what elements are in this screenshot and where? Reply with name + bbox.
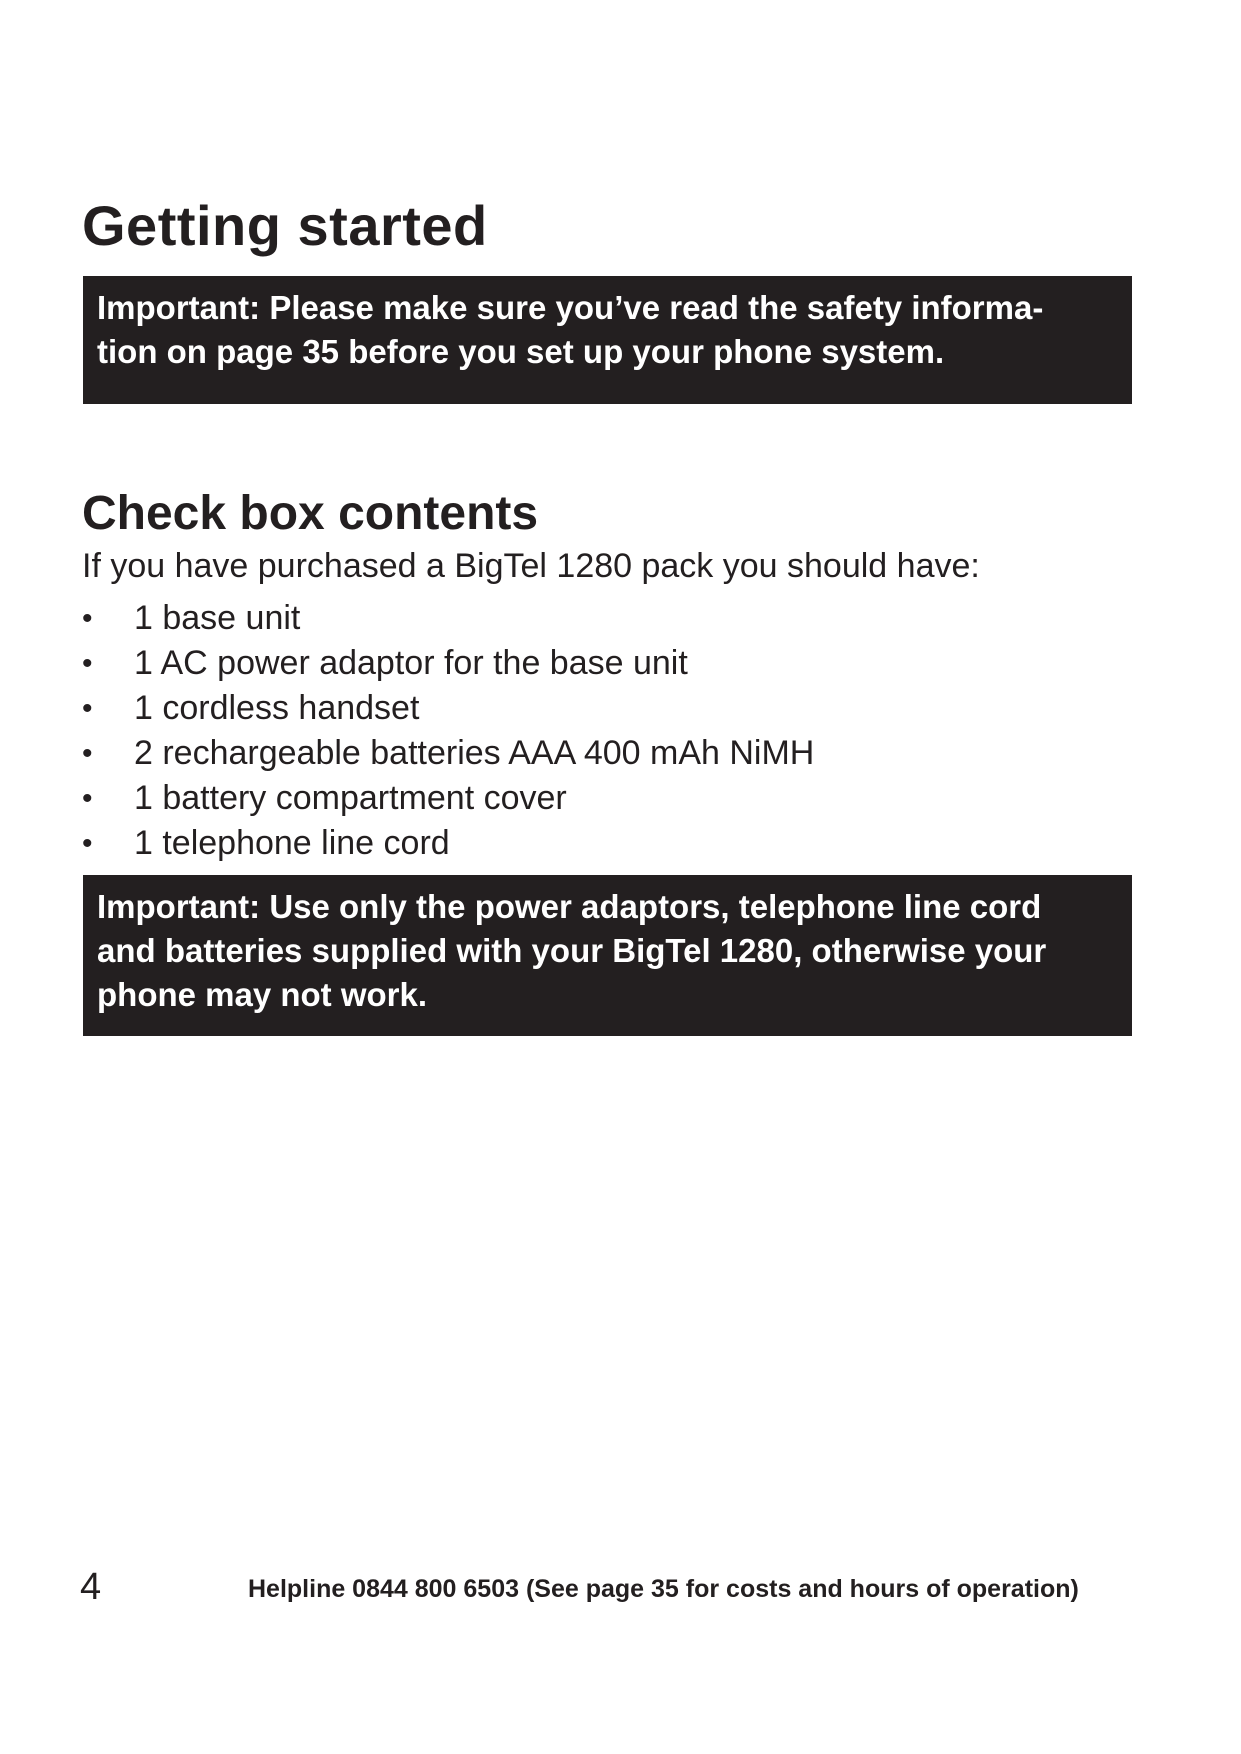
bullet-icon: •: [82, 692, 93, 725]
safety-notice-box: [83, 276, 1132, 404]
page-number: 4: [80, 1566, 102, 1608]
power-notice-line: and batteries supplied with your BigTel 1280, otherwise your: [97, 932, 1047, 969]
list-item-text: 1 AC power adaptor for the base unit: [134, 644, 688, 682]
list-item-text: 1 cordless handset: [134, 689, 420, 727]
helpline-footer: Helpline 0844 800 6503 (See page 35 for costs and hours of operation): [248, 1575, 1079, 1603]
list-item-text: 2 rechargeable batteries AAA 400 mAh NiMH: [134, 734, 815, 772]
list-item-text: 1 base unit: [134, 599, 301, 637]
safety-notice-line: Important: Please make sure you’ve read the safety informa-: [97, 289, 1044, 326]
list-item-text: 1 battery compartment cover: [134, 779, 567, 817]
bullet-icon: •: [82, 602, 93, 635]
box-contents-intro: If you have purchased a BigTel 1280 pack you should have:: [82, 547, 980, 585]
bullet-icon: •: [82, 782, 93, 815]
power-notice-box: [83, 875, 1132, 1036]
page-title: Getting started: [82, 194, 488, 257]
power-notice-line: phone may not work.: [97, 976, 428, 1013]
bullet-icon: •: [82, 647, 93, 680]
section-heading-box-contents: Check box contents: [82, 487, 539, 540]
list-item-text: 1 telephone line cord: [134, 824, 450, 862]
safety-notice-line: tion on page 35 before you set up your phone system.: [97, 333, 945, 370]
power-notice-line: Important: Use only the power adaptors, telephone line cord: [97, 888, 1042, 925]
bullet-icon: •: [82, 827, 93, 860]
bullet-icon: •: [82, 737, 93, 770]
